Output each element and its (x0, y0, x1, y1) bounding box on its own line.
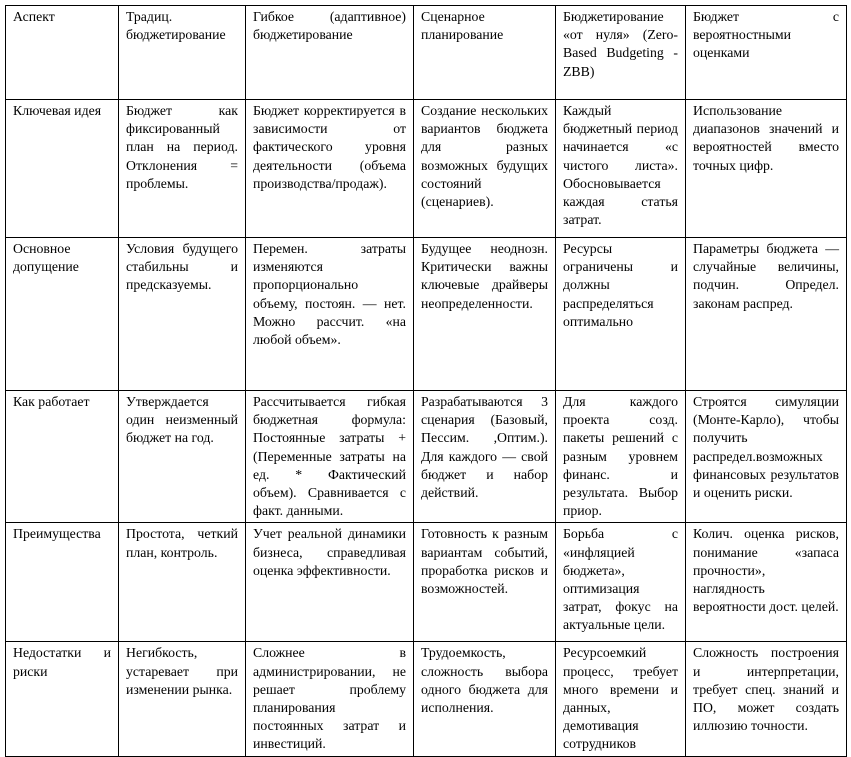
header-cell-probabilistic: Бюджет с вероятностными оценками (686, 6, 847, 100)
table-cell: Будущее неоднозн. Критически важны ключевые драйверы неопределенности. (414, 238, 556, 391)
table-cell: Параметры бюджета — случайные величины, подчин. Определ. законам распред. (686, 238, 847, 391)
header-cell-flexible: Гибкое (адаптивное) бюджетирование (246, 6, 414, 100)
table-cell: Учет реальной динамики бизнеса, справедливая оценка эффективности. (246, 523, 414, 642)
table-cell: Создание нескольких вариантов бюджета для разных возможных будущих состояний (сценариев). (414, 100, 556, 238)
table-cell: Утверждается один неизменный бюджет на год. (119, 391, 246, 523)
table-cell: Перемен. затраты изменяются пропорционально объему, постоян. — нет. Можно рассчит. «на любой объем». (246, 238, 414, 391)
table-cell: Использование диапазонов значений и вероятностей вместо точных цифр. (686, 100, 847, 238)
header-cell-scenario: Сценарное планирование (414, 6, 556, 100)
table-cell: Строятся симуляции (Монте-Карло), чтобы получить распредел.возможных финансовых результатов и оценить риски. (686, 391, 847, 523)
table-cell: Для каждого проекта созд. пакеты решений с разным уровнем финанс. и результата. Выбор приор. (556, 391, 686, 523)
table-row-assumption (6, 238, 847, 391)
table-row-drawbacks (6, 642, 847, 756)
table-cell: Простота, четкий план, контроль. (119, 523, 246, 642)
table-cell: Колич. оценка рисков, понимание «запаса прочности», наглядность вероятности дост. целей. (686, 523, 847, 642)
table-cell: Рассчитывается гибкая бюджетная формула: Постоянные затраты + (Переменные затраты на ед. * Фактический объем). Сравнивается с факт. данными. (246, 391, 414, 523)
row-label: Ключевая идея (6, 100, 119, 238)
table-cell: Сложнее в администрировании, не решает проблему планирования постоянных затрат и инвестиций. (246, 642, 414, 756)
header-cell-aspect: Аспект (6, 6, 119, 100)
table-cell: Негибкость, устаревает при изменении рынка. (119, 642, 246, 756)
table-cell: Сложность построения и интерпретации, требует спец. знаний и ПО, может создать иллюзию точности. (686, 642, 847, 756)
table-row-key-idea (6, 100, 847, 238)
row-label: Недостатки и риски (6, 642, 119, 756)
header-row (6, 6, 847, 100)
table-cell: Готовность к разным вариантам событий, проработка рисков и возможностей. (414, 523, 556, 642)
table-cell: Трудоемкость, сложность выбора одного бюджета для исполнения. (414, 642, 556, 756)
table-cell: Бюджет корректируется в зависимости от фактического уровня деятельности (объема производства/продаж). (246, 100, 414, 238)
row-label: Как работает (6, 391, 119, 523)
table-cell: Бюджет как фиксированный план на период. Отклонения = проблемы. (119, 100, 246, 238)
row-label: Основное допущение (6, 238, 119, 391)
header-cell-traditional: Традиц. бюджетирование (119, 6, 246, 100)
table-cell: Разрабатываются 3 сценария (Базовый, Пессим. ,Оптим.). Для каждого — свой бюджет и набор действий. (414, 391, 556, 523)
table-cell: Ресурсоемкий процесс, требует много времени и данных, демотивация сотрудников (556, 642, 686, 756)
table-cell: Борьба с «инфляцией бюджета», оптимизация затрат, фокус на актуальные цели. (556, 523, 686, 642)
table-row-advantages (6, 523, 847, 642)
header-cell-zbb: Бюджетирование «от нуля» (Zero-Based Budgeting - ZBB) (556, 6, 686, 100)
table-cell: Ресурсы ограничены и должны распределяться оптимально (556, 238, 686, 391)
budgeting-comparison-table (5, 5, 847, 757)
table-row-how-it-works (6, 391, 847, 523)
table-cell: Каждый бюджетный период начинается «с чистого листа». Обосновывается каждая статья затрат. (556, 100, 686, 238)
table-cell: Условия будущего стабильны и предсказуемы. (119, 238, 246, 391)
row-label: Преимущества (6, 523, 119, 642)
